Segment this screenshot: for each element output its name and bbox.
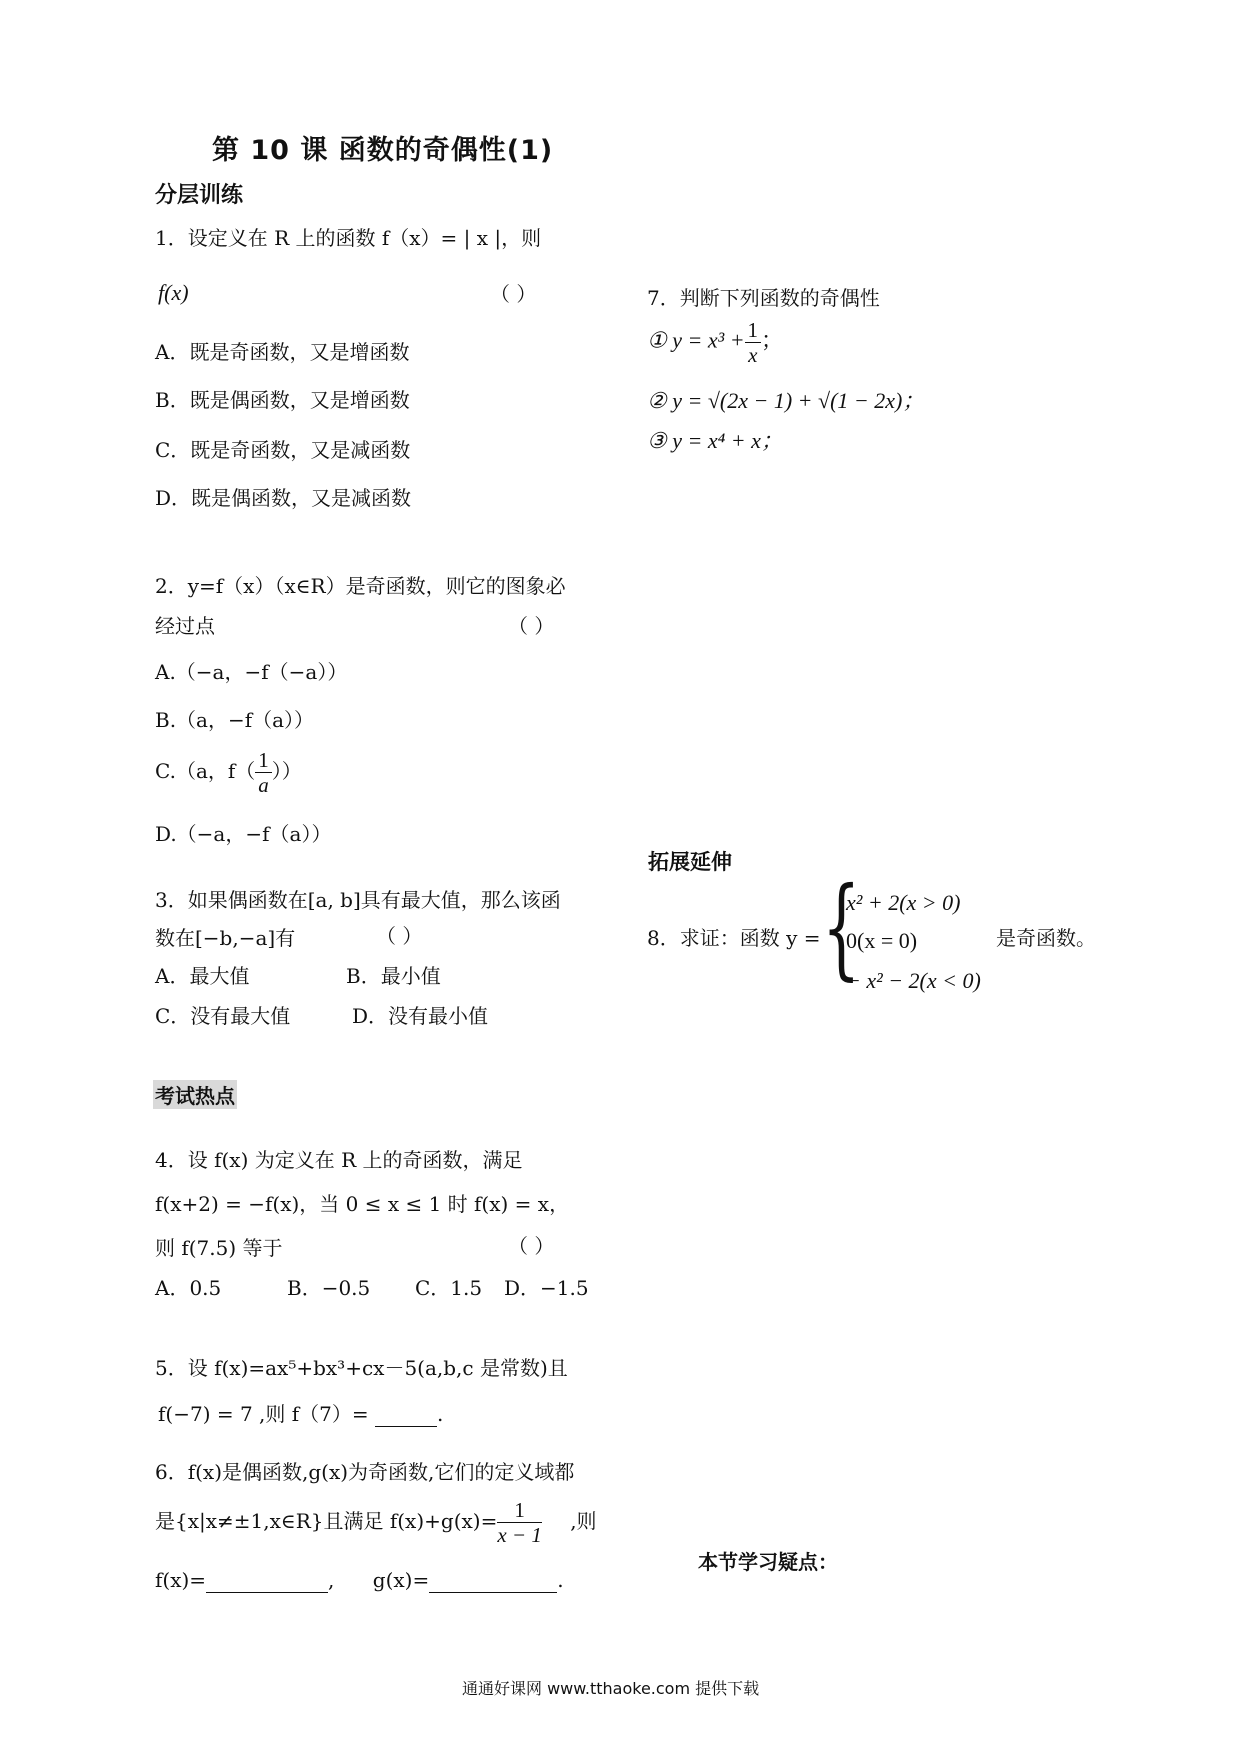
q5-condition: f(−7) = 7 ,则 f（7）= bbox=[158, 1402, 369, 1426]
q6-fraction-denominator: x − 1 bbox=[497, 1523, 542, 1548]
q6-g-label: g(x)= bbox=[372, 1568, 430, 1592]
q8-suffix: 是奇函数。 bbox=[996, 926, 1096, 950]
q2-option-a: A.（−a，−f（−a）） bbox=[155, 660, 348, 684]
q7-item-1-expression: ① y = x³ + bbox=[647, 327, 745, 353]
q8-prefix: 8．求证：函数 y = bbox=[647, 926, 821, 950]
q1-answer-paren: （ ） bbox=[490, 282, 537, 306]
q6-f-answer-blank[interactable] bbox=[206, 1568, 328, 1593]
q8-case-1: x² + 2(x > 0) bbox=[846, 890, 961, 915]
page-title: 第 10 课 函数的奇偶性(1) bbox=[212, 135, 554, 166]
q7-item-1-numerator: 1 bbox=[745, 318, 762, 343]
q2-stem-line2: 经过点 bbox=[155, 614, 215, 638]
q7-item-1 bbox=[647, 318, 783, 367]
section-doubts: 本节学习疑点： bbox=[698, 1550, 838, 1574]
q2-option-c-prefix: C.（a，f（ bbox=[155, 759, 256, 784]
section-extension: 拓展延伸 bbox=[648, 850, 732, 874]
q6-then: ,则 bbox=[570, 1509, 597, 1534]
section-exam-hotspots: 考试热点 bbox=[153, 1080, 237, 1109]
q6-line2 bbox=[155, 1498, 597, 1547]
q4-option-c: C．1.5 bbox=[415, 1276, 483, 1300]
q6-fraction bbox=[497, 1498, 542, 1547]
q4-option-b: B．−0.5 bbox=[287, 1276, 371, 1300]
q3-stem: 3．如果偶函数在[a, b]具有最大值，那么该函 bbox=[155, 888, 561, 912]
q4-line2: f(x+2) = −f(x)，当 0 ≤ x ≤ 1 时 f(x) = x， bbox=[155, 1192, 570, 1216]
q2-option-b: B.（a，−f（a）） bbox=[155, 708, 315, 732]
q8-brace: { bbox=[822, 863, 861, 991]
q8-case-2: 0(x = 0) bbox=[846, 928, 918, 953]
q5-period: . bbox=[437, 1402, 444, 1426]
q2-option-c bbox=[155, 748, 302, 797]
q7-item-1-fraction bbox=[745, 318, 762, 367]
q6-f-label: f(x)= bbox=[155, 1568, 207, 1592]
q4-answer-paren: （ ） bbox=[508, 1234, 555, 1258]
q7-stem: 7．判断下列函数的奇偶性 bbox=[647, 286, 880, 310]
q4-line1: 4．设 f(x) 为定义在 R 上的奇函数，满足 bbox=[155, 1148, 523, 1172]
q2-option-d: D.（−a，−f（a）） bbox=[155, 822, 332, 846]
q5-line1: 5．设 f(x)=ax⁵+bx³+cx－5(a,b,c 是常数)且 bbox=[155, 1356, 568, 1380]
q2-answer-paren: （ ） bbox=[508, 614, 555, 638]
q5-answer-blank[interactable] bbox=[375, 1402, 437, 1427]
q4-option-d: D．−1.5 bbox=[504, 1276, 589, 1300]
q1-option-b: B．既是偶函数，又是增函数 bbox=[155, 388, 410, 412]
q3-option-a: A．最大值 bbox=[155, 964, 250, 988]
q7-item-3: ③ y = x⁴ + x； bbox=[647, 428, 783, 453]
q4-line3: 则 f(7.5) 等于 bbox=[155, 1236, 283, 1260]
q6-period: . bbox=[557, 1568, 564, 1592]
q7-item-1-semicolon: ； bbox=[761, 327, 784, 353]
q6-line1: 6．f(x)是偶函数,g(x)为奇函数,它们的定义域都 bbox=[155, 1460, 575, 1484]
q2-option-c-numerator: 1 bbox=[255, 748, 272, 773]
q1-fx: f(x) bbox=[158, 280, 189, 305]
q5-line2 bbox=[158, 1402, 443, 1427]
q4-option-a: A．0.5 bbox=[155, 1276, 222, 1300]
q3-option-d: D．没有最小值 bbox=[352, 1004, 489, 1028]
q1-option-a: A．既是奇函数，又是增函数 bbox=[155, 340, 410, 364]
q2-option-c-fraction bbox=[255, 748, 272, 797]
q6-fraction-numerator: 1 bbox=[497, 1498, 542, 1523]
q1-stem: 1．设定义在 R 上的函数 f（x）= | x |，则 bbox=[155, 226, 542, 250]
q2-option-c-denominator: a bbox=[258, 773, 269, 798]
section-layered-training: 分层训练 bbox=[155, 183, 244, 208]
q2-stem: 2．y=f（x）（x∈R）是奇函数，则它的图象必 bbox=[155, 574, 566, 598]
q6-domain-condition: 是{x|x≠±1,x∈R}且满足 f(x)+g(x)= bbox=[155, 1509, 498, 1534]
footer-credit: 通通好课网 www.tthaoke.com 提供下载 bbox=[462, 1679, 760, 1698]
q7-item-1-denominator: x bbox=[748, 343, 758, 368]
q6-g-answer-blank[interactable] bbox=[429, 1568, 557, 1593]
q3-answer-paren: （ ） bbox=[376, 924, 423, 948]
q3-option-c: C．没有最大值 bbox=[155, 1004, 291, 1028]
q1-option-c: C．既是奇函数，又是减函数 bbox=[155, 438, 411, 462]
q7-item-2: ② y = √(2x − 1) + √(1 − 2x)； bbox=[647, 388, 925, 413]
q2-option-c-suffix: ）） bbox=[271, 759, 302, 784]
q3-stem-line2: 数在[−b,−a]有 bbox=[155, 926, 296, 950]
q6-comma: , bbox=[328, 1568, 335, 1592]
q8-case-3: − x² − 2(x < 0) bbox=[846, 968, 981, 993]
q1-option-d: D．既是偶函数，又是减函数 bbox=[155, 486, 412, 510]
q6-answers bbox=[155, 1568, 564, 1593]
q3-option-b: B．最小值 bbox=[346, 964, 441, 988]
